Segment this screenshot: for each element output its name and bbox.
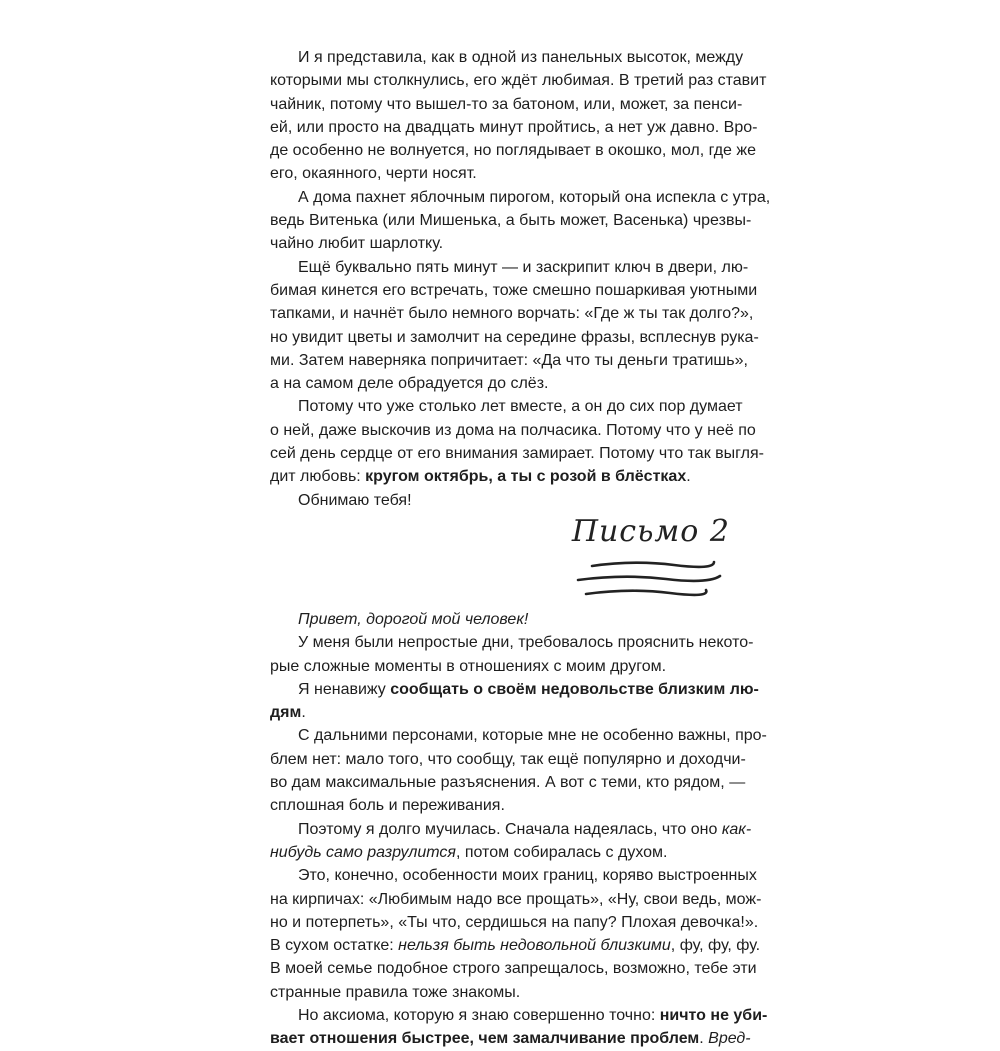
paragraph [270, 489, 730, 512]
text-run: Я ненавижу [298, 680, 391, 698]
italic-phrase: Вред- [708, 1030, 751, 1048]
text-line: сплошная боль и переживания. [270, 797, 505, 815]
paragraph [270, 186, 771, 256]
text-line [270, 678, 759, 701]
text-line: но и потерпеть», «Ты что, сердишься на папу? Плохая девочка!». [270, 913, 759, 931]
text-line: Это, конечно, особенности моих границ, коряво выстроенных [298, 867, 757, 885]
text-line: де особенно не волнуется, но поглядывает в окошко, мол, где же [270, 142, 756, 160]
text-line: Обнимаю тебя! [298, 491, 412, 509]
text-line: которыми мы столкнулись, его ждёт любимая. В третий раз ставит [270, 72, 767, 90]
text-line: Потому что уже столько лет вместе, а он до сих пор думает [298, 398, 743, 416]
paragraph [270, 818, 752, 865]
text-run: , потом собиралась с духом. [455, 843, 668, 861]
letter-heading-block [270, 512, 730, 608]
paragraph [270, 256, 759, 396]
italic-phrase: нибудь само разрулится [270, 843, 456, 861]
text-line: блем нет: мало того, что сообщу, так ещё популярно и доходчи- [270, 750, 746, 768]
text-run: Но аксиома, которую я знаю совершенно точно: [298, 1006, 660, 1024]
text-line: странные правила тоже знакомы. [270, 983, 521, 1001]
bold-phrase: кругом октябрь, а ты с розой в блёстках [365, 468, 687, 486]
text-line: о ней, даже выскочив из дома на полчасика. Потому что у неё по [270, 421, 756, 439]
paragraph [270, 631, 754, 678]
text-line [270, 701, 730, 724]
greeting [270, 608, 730, 631]
bold-phrase: дям [270, 704, 302, 722]
paragraph [270, 395, 764, 488]
text-run: . [686, 468, 691, 486]
text-line: И я представила, как в одной из панельных высоток, между [298, 49, 744, 66]
text-line: У меня были непростые дни, требовалось прояснить некото- [298, 634, 754, 652]
text-run: . [699, 1030, 709, 1048]
text-line: а на самом деле обрадуется до слёз. [270, 375, 549, 393]
text-line: Привет, дорогой мой человек! [298, 610, 529, 628]
text-line: чайник, потому что вышел-то за батоном, или, может, за пенси- [270, 95, 743, 113]
paragraph [270, 678, 759, 725]
text-line: бимая кинется его встречать, тоже смешно пошаркивая уютными [270, 281, 758, 299]
paragraph [270, 1004, 768, 1051]
letter-heading: Письмо 2 [571, 513, 730, 549]
text-line: В моей семье подобное строго запрещалось, возможно, тебе эти [270, 960, 757, 978]
text-line [270, 1027, 751, 1050]
text-line: ми. Затем наверняка попричитает: «Да что ты деньги тратишь», [270, 351, 748, 369]
text-line [270, 1004, 768, 1027]
text-run: , фу, фу, фу. [670, 937, 761, 955]
paragraph [270, 724, 767, 817]
text-line: С дальними персонами, которые мне не особенно важны, про- [298, 727, 767, 745]
bold-phrase: вает отношения быстрее, чем замалчивание проблем [270, 1030, 700, 1048]
text-line: чайно любит шарлотку. [270, 235, 444, 253]
italic-phrase: как- [721, 820, 752, 838]
text-line: тапками, и начнёт было немного ворчать: «Где ж ты так долго?», [270, 305, 754, 323]
bold-phrase: ничто не уби- [659, 1006, 768, 1024]
text-line: на кирпичах: «Любимым надо все прощать», «Ну, свои ведь, мож- [270, 890, 762, 908]
text-line: его, окаянного, черти носят. [270, 165, 477, 183]
text-run: Поэтому я долго мучилась. Сначала надеялась, что оно [298, 820, 722, 838]
paragraph [270, 46, 767, 186]
text-line: рые сложные моменты в отношениях с моим другом. [270, 657, 667, 675]
decorative-wavy-lines-icon [574, 556, 724, 606]
text-run: В сухом остатке: [270, 937, 399, 955]
text-line [270, 465, 730, 488]
text-column [270, 46, 771, 1051]
text-line [270, 841, 730, 864]
text-line [270, 934, 761, 957]
text-run: . [301, 704, 306, 722]
text-run: дит любовь: [270, 468, 366, 486]
italic-phrase: нельзя быть недовольной близкими [398, 937, 671, 955]
paragraph [270, 864, 762, 1004]
bold-phrase: сообщать о своём недовольстве близким лю- [390, 680, 759, 698]
text-line: во дам максимальные разъяснения. А вот с теми, кто рядом, — [270, 774, 746, 792]
text-line: ведь Витенька (или Мишенька, а быть может, Васенька) чрезвы- [270, 212, 752, 230]
text-line: ей, или просто на двадцать минут пройтись, а нет уж давно. Вро- [270, 118, 758, 136]
text-line: сей день сердце от его внимания замирает. Потому что так выгля- [270, 445, 764, 463]
text-line: но увидит цветы и замолчит на середине фразы, всплеснув рука- [270, 328, 759, 346]
text-line: Ещё буквально пять минут — и заскрипит ключ в двери, лю- [298, 258, 749, 276]
text-line: А дома пахнет яблочным пирогом, который она испекла с утра, [298, 188, 771, 206]
text-line [270, 818, 752, 841]
